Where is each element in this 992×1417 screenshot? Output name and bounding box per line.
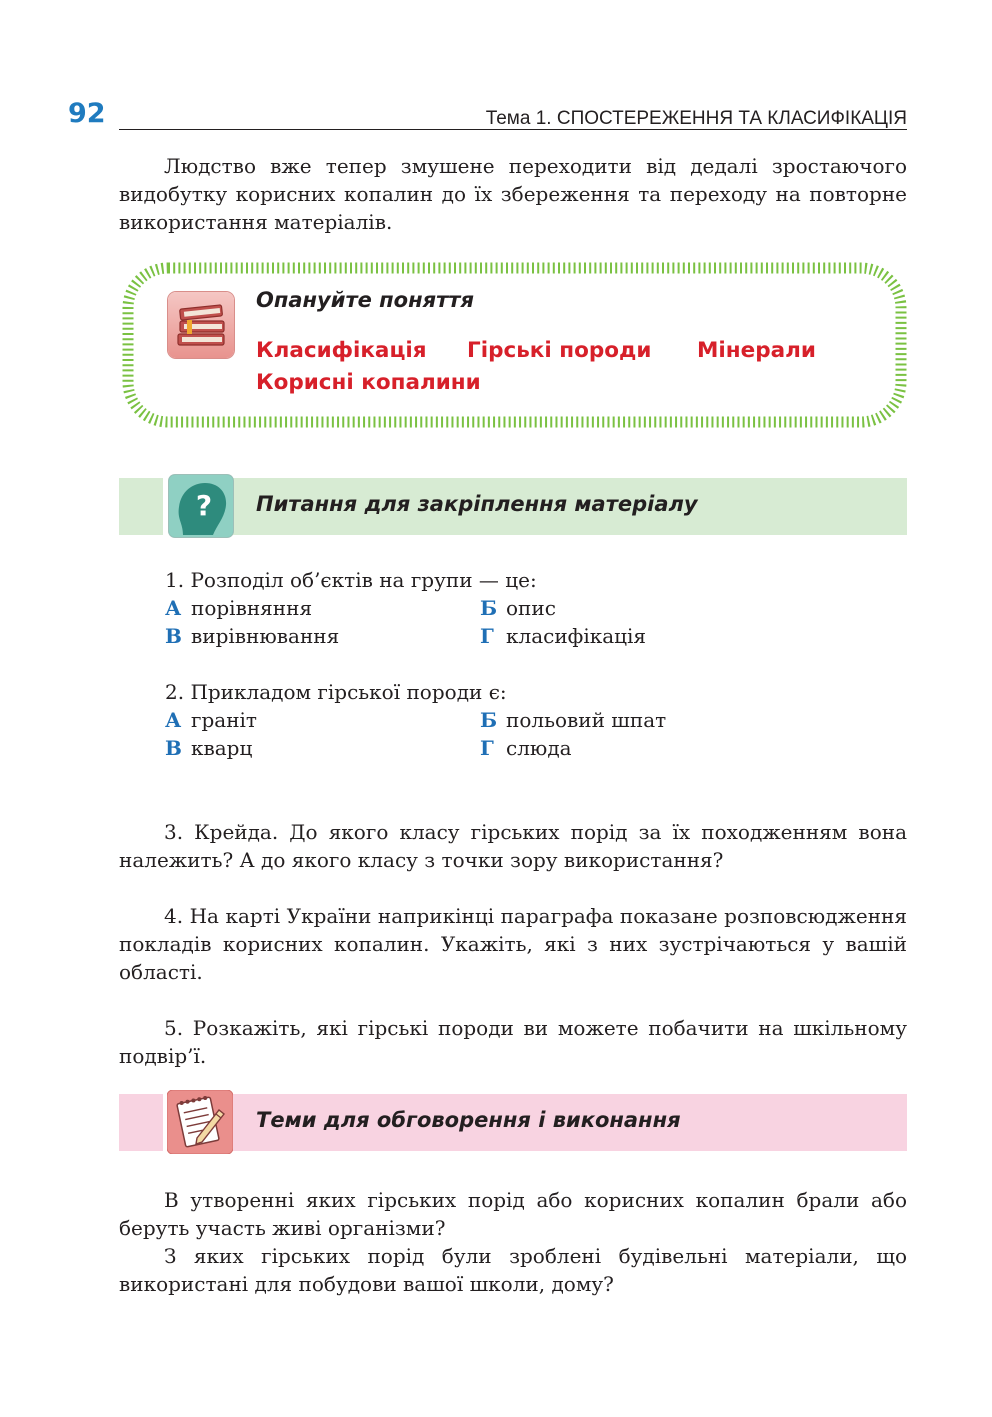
books-icon [168,292,234,358]
question-head-icon [169,475,233,537]
term-minerals: Мінерали [697,338,816,363]
question-1-option-d: Г класифікація [480,624,647,648]
term-classification: Класифікація [256,338,427,363]
question-2-option-d: Г слюда [480,736,572,760]
question-1-text: 1. Розподіл об’єктів на групи — це: [165,568,537,592]
discussion-section-banner [119,1094,907,1151]
question-3: 3. Крейда. До якого класу гірських порід за їх походженням вона належить? А до якого класу з точки зору використання? [119,820,907,872]
question-1-option-b: Б опис [480,596,556,620]
concept-heading: Опануйте поняття [256,288,474,312]
term-rocks: Гірські породи [467,338,652,363]
question-2-option-a: А граніт [165,708,257,732]
term-mineral-resources: Корисні копалини [256,370,481,395]
question-1-option-a: А порівняння [165,596,313,620]
question-1-option-c: В вирівнювання [165,624,340,648]
discussion-paragraph-1: В утворенні яких гірських порід або корисних копалин брали або беруть участь живі організми? [119,1188,907,1240]
question-2-text: 2. Прикладом гірської породи є: [165,680,507,704]
discussion-section-title: Теми для обговорення і виконання [256,1108,681,1132]
notepad-pen-icon [167,1090,233,1154]
running-header-title: Тема 1. СПОСТЕРЕЖЕННЯ ТА КЛАСИФІКАЦІЯ [485,108,907,129]
question-5: 5. Розкажіть, які гірські породи ви можете побачити на шкільному подвір’ї. [119,1016,907,1068]
intro-paragraph: Людство вже тепер змушене переходити від дедалі зростаючого видобутку корисних копалин до їх збереження та переходу на повторне використання матеріалів. [119,154,907,234]
page-number: 92 [68,98,106,129]
review-section-title: Питання для закріплення матеріалу [256,492,698,516]
svg-text:?: ? [195,489,213,522]
header-divider [119,129,907,130]
discussion-paragraph-2: З яких гірських порід були зроблені будівельні матеріали, що використані для побудови вашої школи, дому? [119,1244,907,1296]
question-2-option-b: Б польовий шпат [480,708,667,732]
review-section-banner [119,478,907,535]
question-4: 4. На карті України наприкінці параграфа показане розповсюдження покладів корисних копалин. Укажіть, які з них зустрічаються у вашій області. [119,904,907,984]
question-2-option-c: В кварц [165,736,253,760]
